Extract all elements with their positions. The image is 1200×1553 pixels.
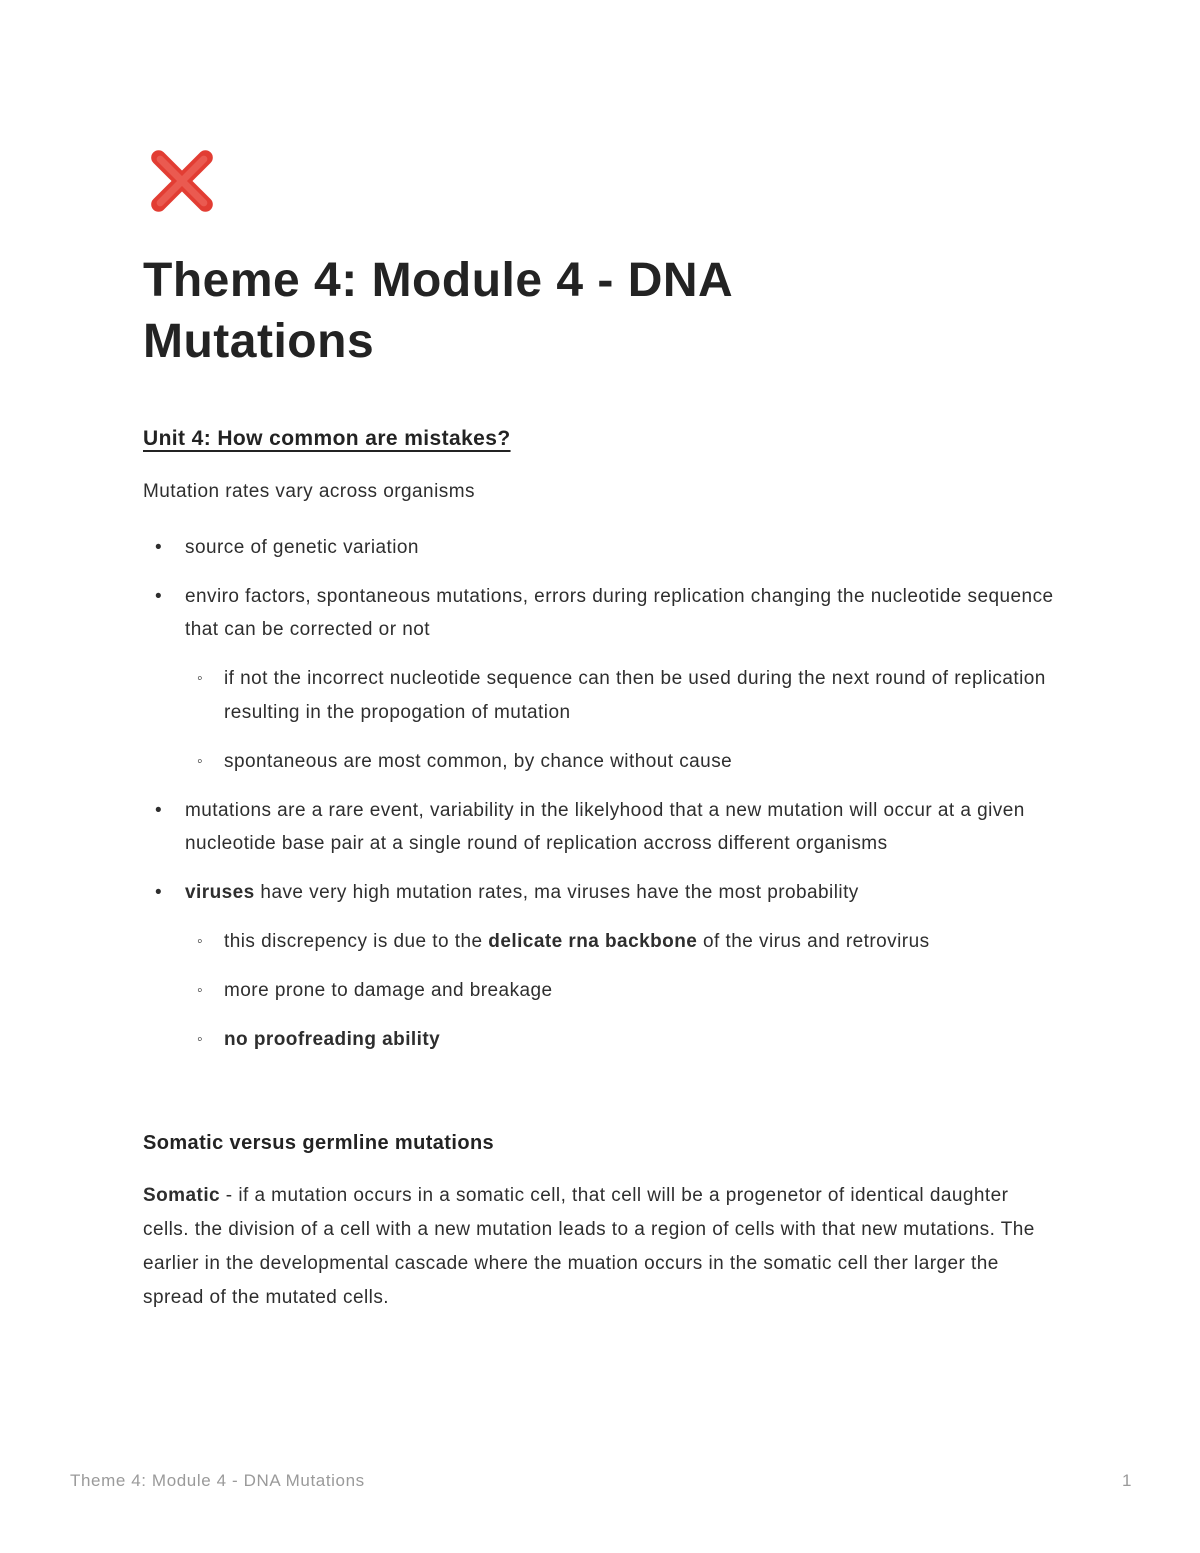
- paragraph-text: - if a mutation occurs in a somatic cell, that cell will be a progenetor of identical daughter cells. the division of a cell with a new mutation leads to a region of cells with that new mutations. The earlier in the developmental cascade where the muation occurs in the somatic cell ther larger the spread of the mutated cells.: [143, 1185, 1035, 1308]
- list-item: [143, 531, 1057, 565]
- page-number: 1: [1121, 1471, 1132, 1490]
- list-item-text-rest: have very high mutation rates, ma viruses have the most probability: [254, 882, 859, 904]
- list-item: [143, 662, 1057, 730]
- page-footer: [70, 1471, 1132, 1491]
- list-item-text: no proofreading ability: [224, 1028, 441, 1050]
- list-item: [143, 1023, 1057, 1057]
- list-item-text: enviro factors, spontaneous mutations, errors during replication changing the nucleotide sequence that can be corrected or not: [185, 585, 1054, 641]
- bold-term: Somatic: [143, 1185, 221, 1207]
- bullet-marker: ◦: [197, 752, 203, 770]
- list-item-text: if not the incorrect nucleotide sequence can then be used during the next round of replication resulting in the propogation of mutation: [224, 668, 1046, 723]
- page-title: Theme 4: Module 4 - DNA Mutations: [143, 254, 732, 369]
- list-item: [143, 925, 1057, 959]
- list-item-text: more prone to damage and breakage: [224, 979, 553, 1001]
- list-item: [143, 876, 1057, 910]
- somatic-paragraph: [143, 1179, 1057, 1314]
- list-item-text-pre: this discrepency is due to the: [224, 931, 489, 952]
- list-item-text: mutations are a rare event, variability in the likelyhood that a new mutation will occur at a given nucleotide base pair at a single round of replication accross different organisms: [185, 799, 1025, 855]
- unit-heading: Unit 4: How common are mistakes?: [143, 426, 511, 450]
- list-item-text: [185, 876, 1057, 910]
- bullet-marker: •: [155, 882, 162, 904]
- cross-mark-icon: [143, 142, 221, 220]
- bold-term: delicate rna backbone: [488, 931, 698, 952]
- bullet-marker: ◦: [197, 1030, 203, 1048]
- somatic-heading: Somatic versus germline mutations: [143, 1132, 495, 1155]
- list-item-text: [224, 925, 1057, 959]
- bullet-marker: ◦: [197, 670, 203, 688]
- bullet-marker: •: [155, 585, 162, 607]
- list-item-text-post: of the virus and retrovirus: [697, 931, 930, 952]
- list-item: [143, 794, 1057, 862]
- bullet-marker: ◦: [197, 933, 203, 950]
- list-item: [143, 580, 1057, 648]
- bullet-marker: ◦: [197, 981, 203, 999]
- intro-text: Mutation rates vary across organisms: [143, 480, 475, 502]
- list-item-text: spontaneous are most common, by chance without cause: [224, 750, 733, 772]
- footer-title: Theme 4: Module 4 - DNA Mutations: [70, 1471, 365, 1490]
- bullet-marker: •: [155, 799, 162, 821]
- list-item-text: source of genetic variation: [185, 536, 419, 558]
- list-item: [143, 974, 1057, 1008]
- list-item: [143, 745, 1057, 779]
- bold-term: viruses: [185, 882, 255, 904]
- bullet-marker: •: [155, 536, 162, 558]
